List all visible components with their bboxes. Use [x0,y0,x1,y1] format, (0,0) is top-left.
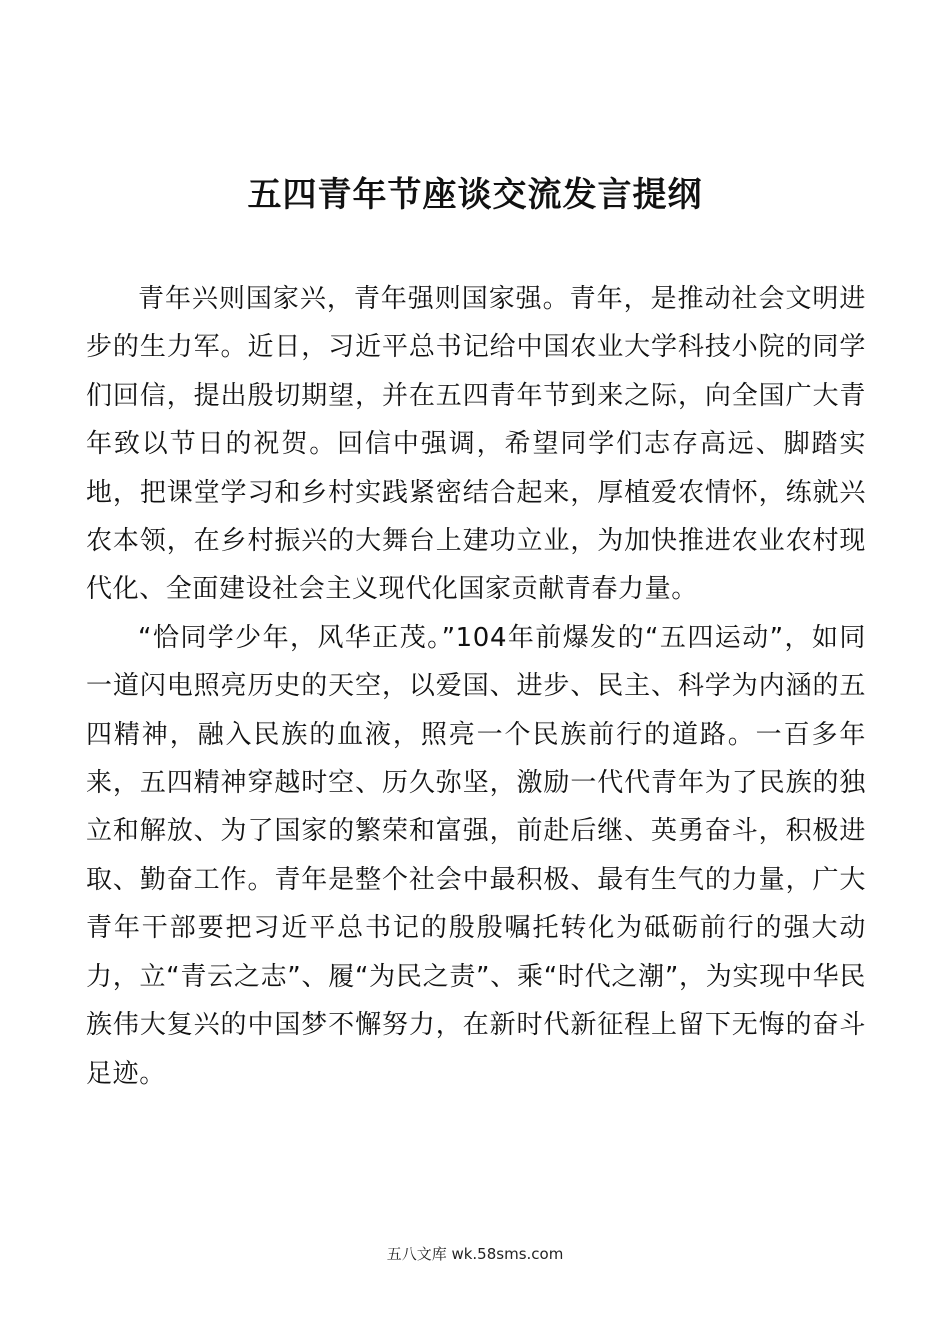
document-body [86,275,866,1098]
paragraph-2: “恰同学少年，风华正茂。”104年前爆发的“五四运动”，如同一道闪电照亮历史的天空，以爱国、进步、民主、科学为内涵的五四精神，融入民族的血液，照亮一个民族前行的道路。一百多年来，五四精神穿越时空、历久弥坚，激励一代代青年为了民族的独立和解放、为了国家的繁荣和富强，前赴后继、英勇奋斗，积极进取、勤奋工作。青年是整个社会中最积极、最有生气的力量，广大青年干部要把习近平总书记的殷殷嘱托转化为砥砺前行的强大动力，立“青云之志”、履“为民之责”、乘“时代之潮”，为实现中华民族伟大复兴的中国梦不懈努力，在新时代新征程上留下无悔的奋斗足迹。 [86,622,866,1089]
document-title: 五四青年节座谈交流发言提纲 [247,175,703,215]
page-footer-watermark: 五八文库 wk.58sms.com [386,1245,564,1263]
paragraph-1: 青年兴则国家兴，青年强则国家强。青年，是推动社会文明进步的生力军。近日，习近平总书记给中国农业大学科技小院的同学们回信，提出殷切期望，并在五四青年节到来之际，向全国广大青年致以节日的祝贺。回信中强调，希望同学们志存高远、脚踏实地，把课堂学习和乡村实践紧密结合起来，厚植爱农情怀，练就兴农本领，在乡村振兴的大舞台上建功立业，为加快推进农业农村现代化、全面建设社会主义现代化国家贡献青春力量。 [86,284,866,605]
